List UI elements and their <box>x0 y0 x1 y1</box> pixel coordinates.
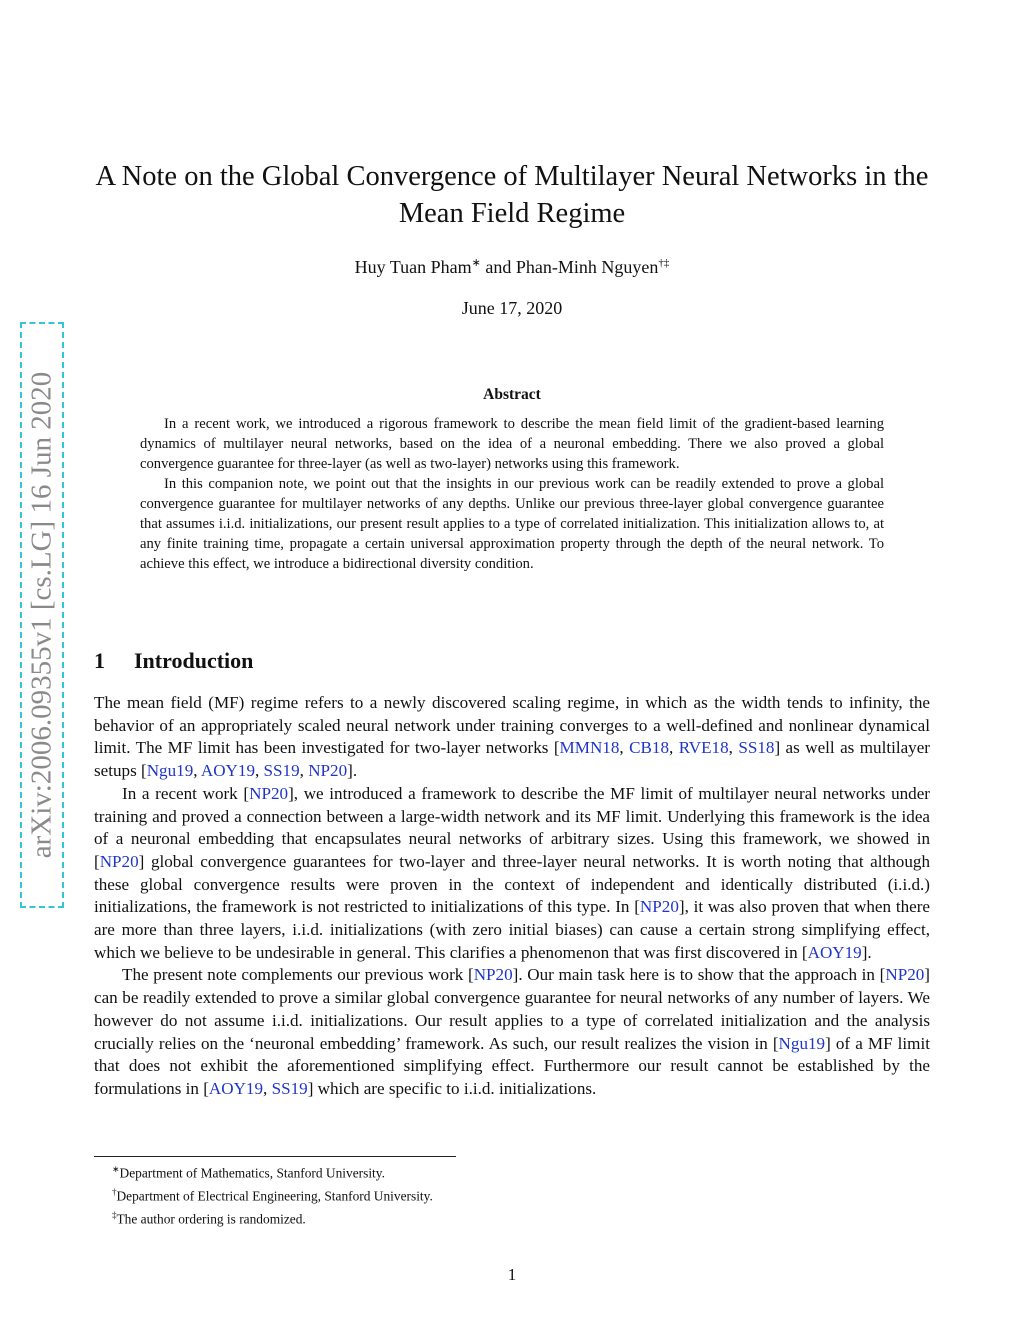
author-2: Phan-Minh Nguyen <box>515 257 659 277</box>
citation-link[interactable]: NP20 <box>473 965 513 985</box>
paper-title: A Note on the Global Convergence of Multilayer Neural Networks in the Mean Field Regime <box>95 161 929 229</box>
section-title: Introduction <box>134 648 254 673</box>
citation-link[interactable]: CB18 <box>629 738 669 758</box>
paper-date: June 17, 2020 <box>461 298 563 318</box>
citation-link[interactable]: SS19 <box>263 761 300 781</box>
author-1-mark: ∗ <box>471 257 481 269</box>
footnote-1 <box>94 1160 433 1183</box>
text-run: The mean field (MF) regime refers to a newly discovered scaling regime, in which as the width tends to infinity, the behavior of an appropriately scaled neural network under training converges to a well-defined and nonlinear dynamical limit. The MF limit has been investigated for two-layer networks [ <box>94 693 930 758</box>
author-and: and <box>480 257 516 277</box>
text-run: ] as well as multilayer setups [ <box>94 738 930 781</box>
footnote-2-mark: † <box>112 1186 117 1197</box>
text-run: ]. Our main task here is to show that the approach in [ <box>512 965 886 985</box>
citation-link[interactable]: AOY19 <box>200 761 255 781</box>
text-run: ] global convergence guarantees for two-layer and three-layer neural networks. It is worth noting that although these global convergence results were proven in the context of independent and identically distributed (i.i.d.) initializations, the framework is not restricted to initializations of this type. In [ <box>94 851 930 917</box>
text-run: ], it was also proven that when there are more than three layers, i.i.d. initializations (with zero initial biases) can cause a certain strong simplifying effect, which we believe to be undesirable in general. This clarifies a phenomenon that was first discovered in [ <box>94 897 930 962</box>
body-text <box>94 692 930 1101</box>
text-run: ], we introduced a framework to describe the MF limit of multilayer neural networks under training and proved a connection between a large-width network and its MF limit. Underlying this framework is the idea of a neuronal embedding that encapsulates neural networks of arbitrary sizes. Using this framework, we showed in [ <box>94 783 931 871</box>
author-1: Huy Tuan Pham <box>354 257 472 277</box>
footnotes <box>94 1160 433 1229</box>
abstract-heading: Abstract <box>483 386 541 403</box>
text-run: , <box>255 761 264 781</box>
footnote-rule <box>94 1156 456 1157</box>
arxiv-id[interactable]: arXiv:2006.09355v1 [cs.LG] 16 Jun 2020 <box>25 371 58 859</box>
citation-link[interactable]: SS19 <box>271 1078 308 1098</box>
text-run: , <box>299 761 309 781</box>
section-heading <box>94 648 253 674</box>
text-run: The present note complements our previous work [ <box>122 965 474 985</box>
citation-link[interactable]: NP20 <box>639 897 679 917</box>
text-run: ]. <box>861 942 872 962</box>
body-paragraph-3 <box>94 964 930 1100</box>
footnote-2 <box>94 1183 433 1206</box>
author-2-mark: †‡ <box>658 257 670 269</box>
arxiv-side-stamp[interactable] <box>20 322 64 908</box>
text-run: In a recent work [ <box>122 783 250 803</box>
page-number: 1 <box>507 1265 517 1284</box>
citation-link[interactable]: NP20 <box>249 783 289 803</box>
section-number: 1 <box>94 648 105 673</box>
text-run: , <box>619 738 630 758</box>
author-line <box>80 256 944 278</box>
footnote-3-text: The author ordering is randomized. <box>116 1211 306 1227</box>
text-run: , <box>728 738 739 758</box>
citation-link[interactable]: RVE18 <box>678 738 729 758</box>
text-run: , <box>669 738 679 758</box>
citation-link[interactable]: AOY19 <box>807 942 862 962</box>
text-run: ] of a MF limit that does not exhibit the aforementioned simplifying effect. Furthermore our result cannot be established by the formulations in [ <box>94 1033 930 1098</box>
text-run: , <box>193 761 201 781</box>
footnote-1-mark: ∗ <box>112 1164 120 1174</box>
footnote-3-mark: ‡ <box>112 1209 117 1220</box>
text-run: , <box>263 1078 272 1098</box>
abstract-text <box>140 414 884 574</box>
footnote-3 <box>94 1206 433 1229</box>
citation-link[interactable]: Ngu19 <box>778 1033 826 1053</box>
text-run: ]. <box>347 761 358 781</box>
text-run: ] which are specific to i.i.d. initializations. <box>307 1078 597 1098</box>
citation-link[interactable]: SS18 <box>738 738 775 758</box>
abstract-paragraph-2: In this companion note, we point out that the insights in our previous work can be readily extended to prove a global convergence guarantee for multilayer networks of any depths. Unlike our previous three-layer global convergence guarantee that assumes i.i.d. initializations, our present result applies to a type of correlated initialization. This initialization allows to, at any finite training time, propagate a certain universal approximation property through the depth of the neural network. To achieve this effect, we introduce a bidirectional diversity condition. <box>140 476 884 572</box>
body-paragraph-2 <box>94 783 930 965</box>
body-paragraph-1 <box>94 692 930 783</box>
footnote-2-text: Department of Electrical Engineering, Stanford University. <box>116 1188 433 1204</box>
abstract-paragraph-1: In a recent work, we introduced a rigorous framework to describe the mean field limit of the gradient-based learning dynamics of multilayer neural networks, based on the idea of a neuronal embedding. There we also proved a global convergence guarantee for three-layer (as well as two-layer) networks using this framework. <box>140 416 884 472</box>
citation-link[interactable]: NP20 <box>99 851 139 871</box>
text-run: ] can be readily extended to prove a similar global convergence guarantee for neural networks of any number of layers. We however do not assume i.i.d. initializations. Our result applies to a type of correlated initialization and the analysis crucially relies on the ‘neuronal embedding’ framework. As such, our result realizes the vision in [ <box>94 965 930 1053</box>
citation-link[interactable]: Ngu19 <box>146 761 194 781</box>
citation-link[interactable]: AOY19 <box>208 1078 264 1098</box>
footnote-1-text: Department of Mathematics, Stanford University. <box>119 1165 385 1181</box>
citation-link[interactable]: MMN18 <box>559 738 620 758</box>
citation-link[interactable]: NP20 <box>308 761 348 781</box>
citation-link[interactable]: NP20 <box>885 965 925 985</box>
